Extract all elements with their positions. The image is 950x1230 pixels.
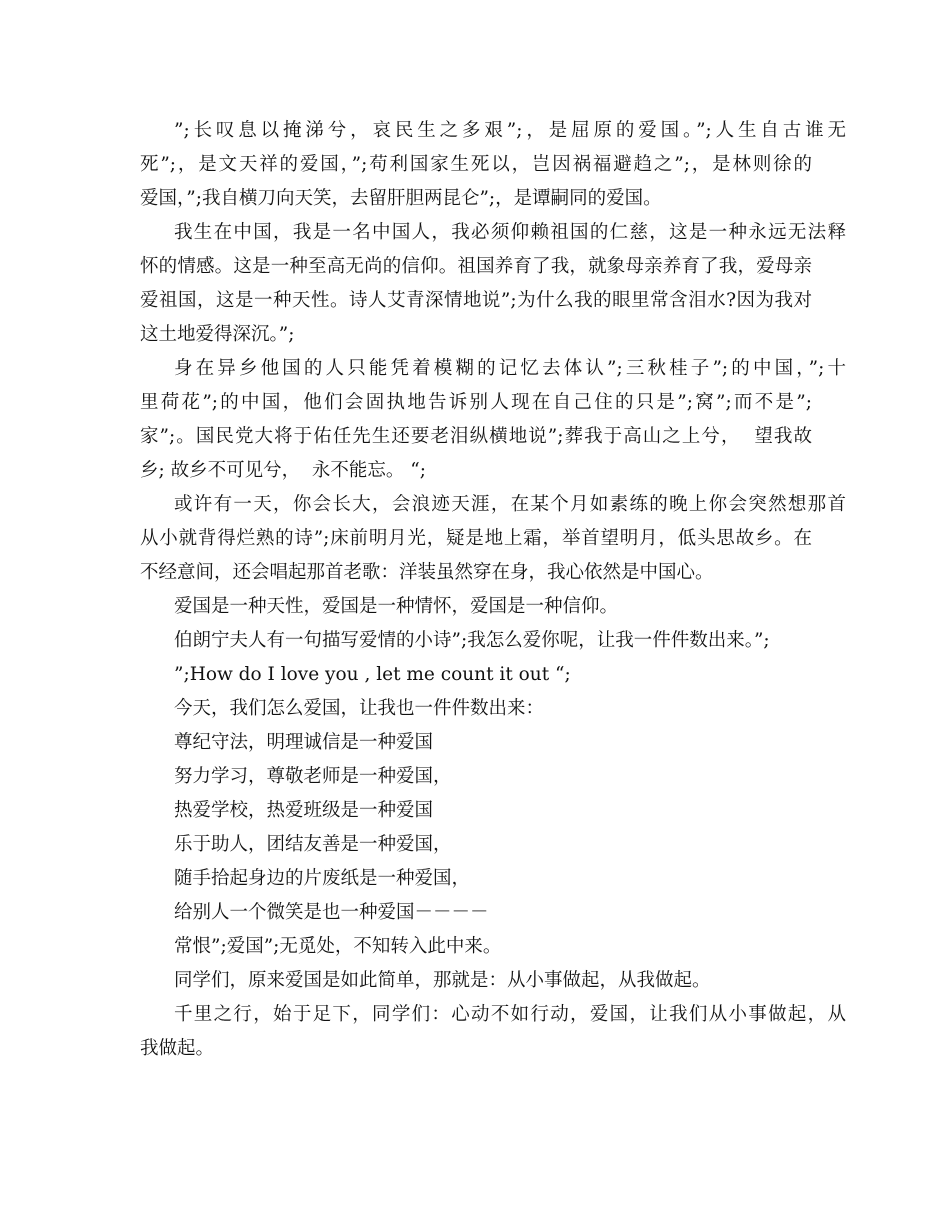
text-line: ”;How do I love you , let me count it out “;: [174, 664, 571, 685]
text-line: 常恨”;爱国”;无觅处，不知转入此中来。: [174, 936, 502, 957]
text-line: 爱国，”;我自横刀向天笑，去留肝胆两昆仑”;，是谭嗣同的爱国。: [140, 188, 662, 209]
text-line: 乐于助人，团结友善是一种爱国，: [174, 834, 452, 855]
text-line: 怀的情感。这是一种至高无尚的信仰。祖国养育了我，就象母亲养育了我，爱母亲: [140, 256, 812, 277]
text-line: 死”;，是文天祥的爱国，”;苟利国家生死以，岂因祸福避趋之”;，是林则徐的: [140, 154, 812, 175]
text-line: 身在异乡他国的人只能凭着模糊的记忆去体认”;三秋桂子”;的中国，”;十: [174, 358, 846, 379]
text-line: 爱祖国，这是一种天性。诗人艾青深情地说”;为什么我的眼里常含泪水?因为我对: [140, 290, 812, 311]
text-line: 给别人一个微笑是也一种爱国－－－－: [174, 902, 489, 923]
text-line: 不经意间，还会唱起那首老歌：洋装虽然穿在身，我心依然是中国心。: [140, 562, 714, 583]
text-line: 我生在中国，我是一名中国人，我必须仰赖祖国的仁慈，这是一种永远无法释: [174, 222, 846, 243]
text-line: 千里之行，始于足下，同学们：心动不如行动，爱国，让我们从小事做起，从: [174, 1004, 846, 1025]
text-line: 爱国是一种天性，爱国是一种情怀，爱国是一种信仰。: [174, 596, 619, 617]
text-line: 从小就背得烂熟的诗”;床前明月光，疑是地上霜，举首望明月，低头思故乡。在: [140, 528, 812, 549]
text-line: 努力学习，尊敬老师是一种爱国，: [174, 766, 452, 787]
text-line: 或许有一天，你会长大，会浪迹天涯，在某个月如素练的晚上你会突然想那首: [174, 494, 846, 515]
text-line: 今天，我们怎么爱国，让我也一件件数出来：: [174, 698, 545, 719]
text-line: 这土地爱得深沉。”;: [140, 324, 295, 345]
text-line: 同学们，原来爱国是如此简单，那就是：从小事做起，从我做起。: [174, 970, 711, 991]
text-line: 尊纪守法，明理诚信是一种爱国: [174, 732, 434, 753]
text-line: 随手拾起身边的片废纸是一种爱国，: [174, 868, 471, 889]
text-line: 伯朗宁夫人有一句描写爱情的小诗”;我怎么爱你呢，让我一件件数出来。”;: [174, 630, 770, 651]
text-line: 乡; 故乡不可见兮， 永不能忘。 “;: [140, 460, 426, 481]
text-line: 热爱学校，热爱班级是一种爱国: [174, 800, 434, 821]
text-line: ”;长叹息以掩涕兮，哀民生之多艰”;，是屈原的爱国。”;人生自古谁无: [174, 120, 846, 141]
text-line: 里荷花”;的中国，他们会固执地告诉别人现在自己住的只是”;窝”;而不是”;: [140, 392, 812, 413]
text-line: 家”;。国民党大将于佑任先生还要老泪纵横地说”;葬我于高山之上兮， 望我故: [140, 426, 812, 447]
text-line: 我做起。: [140, 1038, 215, 1059]
